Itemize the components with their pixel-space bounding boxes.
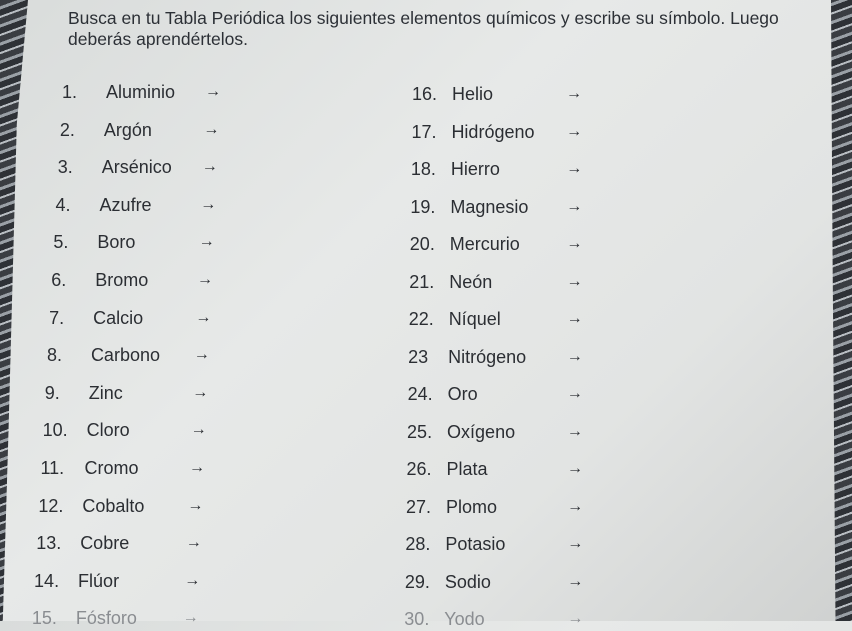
arrow-icon: →	[566, 385, 583, 402]
element-name: Helio	[452, 84, 494, 104]
item-number: 18.	[410, 159, 436, 179]
item-number: 30.	[404, 609, 430, 629]
item-number: 10.	[42, 420, 68, 441]
item-number: 27.	[405, 496, 431, 517]
element-name: Hidrógeno	[451, 121, 535, 142]
element-name: Nitrógeno	[448, 346, 527, 367]
decorative-border-right	[822, 0, 852, 621]
item-number: 15.	[31, 608, 57, 629]
arrow-icon: →	[567, 535, 584, 552]
item-number: 23	[408, 346, 429, 367]
item-number: 8.	[46, 345, 62, 366]
arrow-icon: →	[566, 235, 583, 252]
element-name: Arsénico	[101, 157, 172, 178]
item-number: 21.	[409, 271, 435, 292]
arrow-icon: →	[184, 571, 201, 589]
arrow-icon: →	[203, 120, 220, 138]
element-name: Plata	[446, 459, 488, 479]
element-name: Carbono	[90, 345, 160, 366]
arrow-icon: →	[566, 310, 583, 327]
item-number: 29.	[404, 571, 430, 592]
element-name: Cromo	[84, 458, 139, 478]
arrow-icon: →	[185, 534, 202, 552]
item-number: 24.	[407, 384, 433, 404]
arrow-icon: →	[566, 85, 582, 102]
arrow-icon: →	[201, 158, 218, 176]
item-number: 11.	[40, 458, 65, 478]
element-name: Hierro	[450, 159, 500, 179]
item-number: 6.	[51, 270, 67, 290]
decorative-border-left	[0, 0, 28, 621]
item-number: 17.	[411, 121, 437, 142]
item-number: 20.	[409, 234, 435, 254]
item-number: 4.	[55, 194, 71, 215]
item-number: 28.	[405, 534, 431, 554]
arrow-icon: →	[205, 83, 221, 100]
element-name: Azufre	[99, 194, 152, 215]
arrow-icon: →	[187, 496, 204, 514]
arrow-icon: →	[566, 122, 583, 140]
arrow-icon: →	[197, 271, 213, 288]
arrow-icon: →	[195, 308, 212, 326]
item-number: 9.	[44, 382, 60, 403]
element-name: Boro	[97, 232, 136, 253]
arrow-icon: →	[567, 572, 584, 590]
item-number: 7.	[49, 307, 65, 328]
item-number: 16.	[412, 84, 438, 104]
element-name: Plomo	[445, 496, 497, 517]
element-name: Neón	[449, 271, 493, 292]
item-number: 1.	[62, 82, 78, 102]
element-name: Zinc	[88, 382, 123, 403]
arrow-icon: →	[190, 421, 207, 439]
item-number: 13.	[36, 533, 62, 554]
element-name: Aluminio	[106, 82, 176, 102]
element-name: Oro	[447, 384, 478, 404]
item-number: 22.	[408, 309, 434, 329]
item-number: 5.	[53, 232, 69, 253]
element-name: Argón	[103, 119, 152, 140]
element-name: Cobre	[80, 533, 130, 554]
element-name: Oxígeno	[447, 421, 516, 442]
item-number: 12.	[38, 495, 64, 516]
arrow-icon: →	[566, 347, 583, 365]
arrow-icon: →	[566, 160, 583, 177]
element-name: Magnesio	[450, 196, 529, 217]
arrow-icon: →	[567, 610, 584, 627]
item-number: 14.	[34, 570, 60, 591]
instructions-text: Busca en tu Tabla Periódica los siguientes elementos químicos y escribe su símbolo. Luego deberás aprendértelos.	[68, 8, 779, 49]
arrow-icon: →	[192, 383, 209, 401]
arrow-icon: →	[566, 197, 583, 215]
element-name: Níquel	[448, 309, 501, 329]
arrow-icon: →	[566, 272, 583, 290]
arrow-icon: →	[189, 459, 205, 476]
arrow-icon: →	[567, 497, 584, 515]
element-name: Sodio	[444, 571, 491, 592]
arrow-icon: →	[193, 346, 210, 364]
element-name: Bromo	[95, 270, 149, 290]
item-number: 2.	[59, 119, 75, 140]
element-name: Calcio	[93, 307, 144, 328]
arrow-icon: →	[567, 460, 583, 477]
item-number: 26.	[406, 459, 432, 479]
element-name: Yodo	[444, 609, 485, 629]
element-name: Cobalto	[82, 495, 145, 516]
element-name: Cloro	[86, 420, 130, 441]
element-name: Mercurio	[449, 234, 520, 254]
element-name: Flúor	[78, 570, 120, 591]
arrow-icon: →	[566, 422, 583, 440]
item-number: 19.	[410, 196, 436, 217]
item-number: 3.	[57, 157, 73, 178]
element-name: Potasio	[445, 534, 506, 554]
arrow-icon: →	[198, 233, 215, 251]
item-number: 25.	[407, 421, 433, 442]
arrow-icon: →	[200, 195, 217, 213]
arrow-icon: →	[182, 609, 199, 627]
element-name: Fósforo	[75, 608, 137, 629]
